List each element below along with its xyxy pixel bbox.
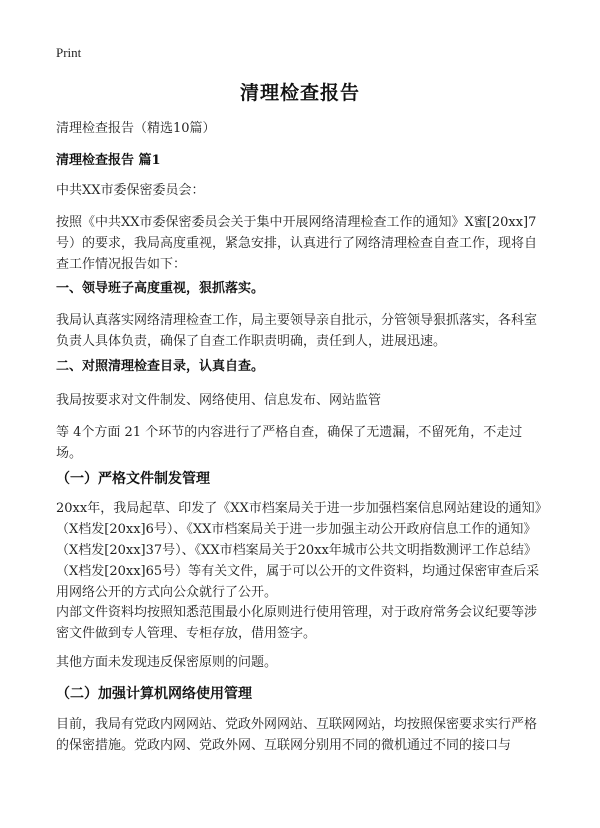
paragraph-leadership: 我局认真落实网络清理检查工作，局主要领导亲自批示，分管领导狠抓落实，各科室负责人具体负责，确保了自查工作职责明确，责任到人，进展迅速。 (56, 313, 538, 349)
print-label: Print (56, 45, 82, 60)
document-subtitle: 清理检查报告（精选10篇） (56, 121, 216, 136)
salutation: 中共XX市委保密委员会： (56, 183, 205, 198)
heading-two: 二、对照清理检查目录，认真自查。 (56, 359, 265, 374)
paragraph-scope-detail: 等 4个方面 21 个环节的内容进行了严格自查，确保了无遗漏，不留死角，不走过场。 (56, 425, 523, 461)
subheading-file-management: （一）严格文件制发管理 (56, 471, 210, 487)
heading-one: 一、领导班子高度重视，狠抓落实。 (56, 281, 265, 296)
subheading-network-management: （二）加强计算机网络使用管理 (56, 686, 252, 702)
paragraph-no-violations: 其他方面未发现违反保密原则的问题。 (56, 655, 278, 670)
document-title: 清理检查报告 (239, 82, 360, 104)
paragraph-internal-files: 内部文件资料均按照知悉范围最小化原则进行使用管理，对于政府常务会议纪要等涉密文件做到专人管理、专柜存放，借用签字。 (56, 605, 538, 641)
intro-paragraph: 按照《中共XX市委保密委员会关于集中开展网络清理检查工作的通知》X蜜[20xx]7号）的要求，我局高度重视，紧急安排，认真进行了网络清理检查自查工作，现将自查工作情况报告如下： (56, 215, 538, 272)
paragraph-network-usage: 目前，我局有党政内网网站、党政外网网站、互联网网站，均按照保密要求实行严格的保密措施。党政内网、党政外网、互联网分别用不同的微机通过不同的接口与 (56, 717, 538, 753)
paragraph-scope: 我局按要求对文件制发、网络使用、信息发布、网站监管 (56, 393, 382, 408)
section-title: 清理检查报告 篇1 (56, 153, 161, 168)
paragraph-file-issuance: 20xx年，我局起草、印发了《XX市档案局关于进一步加强档案信息网站建设的通知》（X档发[20xx]6号）、《XX市档案局关于进一步加强主动公开政府信息工作的通知》（X档发[20xx]37号）、《XX市档案局关于20xx年城市公共文明指数测评工作总结》（X档发[20xx]65号）等有关文件，属于可以公开的文件资料，均通过保密审查后采用网络公开的方式向公众就行了公开。 (56, 501, 542, 600)
